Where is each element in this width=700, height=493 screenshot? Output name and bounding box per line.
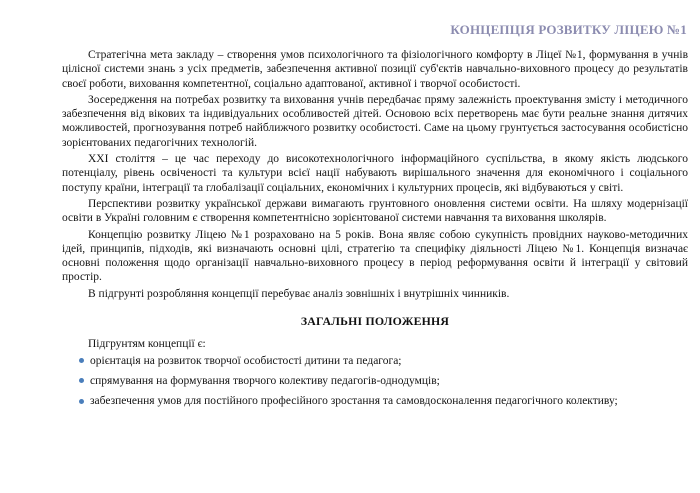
list-item (62, 374, 688, 388)
bullet-icon (79, 358, 84, 363)
paragraph: Зосередження на потребах розвитку та виховання учнів передбачає пряму залежність проектування змісту і методичного забезпечення від вікових та індивідуальних особливостей дітей. Основою всіх перетворень має бути реальне знання дитячих можливостей, прогнозування потреб найближчого розвитку особистості. Саме на цьому грунтується застосування особистісно зорієнтованих педагогічних технологій. (62, 93, 688, 149)
bullet-icon (79, 399, 84, 404)
paragraph: ХХІ століття – це час переходу до високотехнологічного інформаційного суспільства, в якому якість людського потенціалу, рівень освіченості та культури всієї нації набувають вирішального значення для економічного і соціального поступу країни, інтеграції та глобалізації соціальних, економічних і культурних процесів, які відбуваються у світі. (62, 153, 688, 194)
list-item (62, 354, 688, 368)
document-body (62, 48, 688, 415)
paragraph: В підгрунті розробляння концепції перебуває аналіз зовнішніх і внутрішніх чинників. (88, 287, 510, 300)
page-header-title: КОНЦЕПЦІЯ РОЗВИТКУ ЛІЦЕЮ №1 (450, 22, 687, 37)
paragraph: Стратегічна мета закладу – створення умов психологічного та фізіологічного комфорту в Ліцеї №1, формування в учнів цілісної системи знань з усіх предметів, забезпечення активної позиції суб'єктів навчально-виховного процесу до результатів своєї роботи, виховання компетентної, соціально адаптованої, активної і творчої особистості. (62, 49, 688, 90)
paragraph: Перспективи розвитку української держави вимагають грунтовного оновлення системи освіти. На шляху модернізації освіти в Україні головним є створення компетентнісно зорієнтованої системи навчання та виховання школярів. (62, 197, 688, 225)
bullet-list (62, 354, 688, 409)
list-item-text: спрямування на формування творчого колективу педагогів-однодумців; (90, 374, 440, 387)
list-item-text: забезпечення умов для постійного професійного зростання та самовдосконалення педагогічного колективу; (90, 395, 618, 408)
list-item (62, 394, 688, 408)
section-heading: ЗАГАЛЬНІ ПОЛОЖЕННЯ (300, 314, 450, 329)
bullet-icon (79, 378, 84, 383)
paragraph: Концепцію розвитку Ліцею №1 розраховано на 5 років. Вона являє собою сукупність провідних науково-методичних ідей, принципів, підходів, які визначають основні цілі, стратегію та специфіку діяльності Ліцею №1. Концепція визначає основні положення щодо організації навчально-виховного процесу в період реформування освіти й інтеграції у світовий простір. (62, 228, 688, 284)
list-intro: Підгрунтям концепції є: (88, 338, 206, 351)
list-item-text: орієнтація на розвиток творчої особистості дитини та педагога; (90, 354, 402, 367)
